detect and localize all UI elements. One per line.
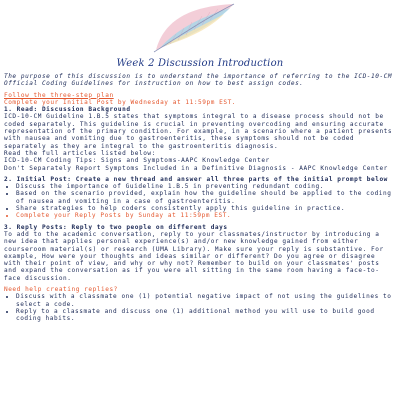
list-item: • Discuss with a classmate one (1) potential negative impact of not using the guidelines to select a code.	[16, 293, 396, 308]
article-link-2[interactable]: Don't Separately Report Symptoms Included in a Definitive Diagnosis - AAPC Knowledge Center	[4, 164, 388, 172]
article-link-1[interactable]: ICD-10-CM Coding Tips: Signs and Symptoms-AAPC Knowledge Center	[4, 157, 270, 165]
help-heading: Need help creating replies?	[4, 286, 118, 294]
initial-post-deadline: Complete your Initial Post by Wednesday at 11:59pm EST.	[4, 98, 237, 106]
step3-heading: 3. Reply Posts: Reply to two people on different days	[4, 223, 228, 231]
list-item: • Based on the scenario provided, explain how the guideline should be applied to the coding of nausea and vomiting in a case of gastroenteritis.	[16, 190, 396, 205]
intro-paragraph: The purpose of this discussion is to understand the importance of referring to the ICD-10-CM Official Coding Guidelines for instruction on how to best assign codes.	[4, 73, 393, 88]
step2-heading: 2. Initial Post: Create a new thread and answer all three parts of the initial prompt below	[4, 175, 388, 183]
list-item: • Share strategies to help coders consistently apply this guideline in practice.	[16, 205, 396, 212]
step2-list	[4, 183, 396, 219]
step1-body: ICD-10-CM Guideline 1.B.5 states that symptoms integral to a disease process should not be coded separately. This guideline is crucial in preventing overcoding and ensuring accurate representation of the primary condition. For example, in a scenario where a patient presents with nausea and vomiting due to gastroenteritis, these symptoms should not be coded separately as they are integral to the gastroenteritis diagnosis.	[4, 113, 393, 150]
feather-illustration	[150, 0, 240, 56]
articles-label: Read the full articles listed below:	[4, 149, 156, 157]
discussion-content	[4, 73, 396, 323]
list-item: • Discuss the importance of Guideline 1.B.5 in preventing redundant coding.	[16, 183, 396, 190]
plan-heading: Follow the three-step plan	[4, 91, 114, 99]
page-title: Week 2 Discussion Introduction	[116, 58, 284, 69]
help-list	[4, 293, 396, 322]
step1-heading: 1. Read: Discussion Background	[4, 106, 131, 114]
reply-deadline: • Complete your Reply Posts by Sunday at 11:59pm EST.	[16, 212, 396, 219]
list-item: • Reply to a classmate and discuss one (1) additional method you will use to build good coding habits.	[16, 308, 396, 323]
step3-body: To add to the academic conversation, reply to your classmates/instructor by introducing a new idea that applies personal experience(s) and/or new knowledge gained from either courseroom material(s) or research (UMA Library). Make sure your reply is substantive. For example, How were your thoughts and ideas similar or different? Do you agree or disagree with their point of view, and why or why not? Remember to build on your classmates' posts and expand the conversation as if you were all sitting in the same room having a face-to-face discussion.	[4, 230, 384, 282]
